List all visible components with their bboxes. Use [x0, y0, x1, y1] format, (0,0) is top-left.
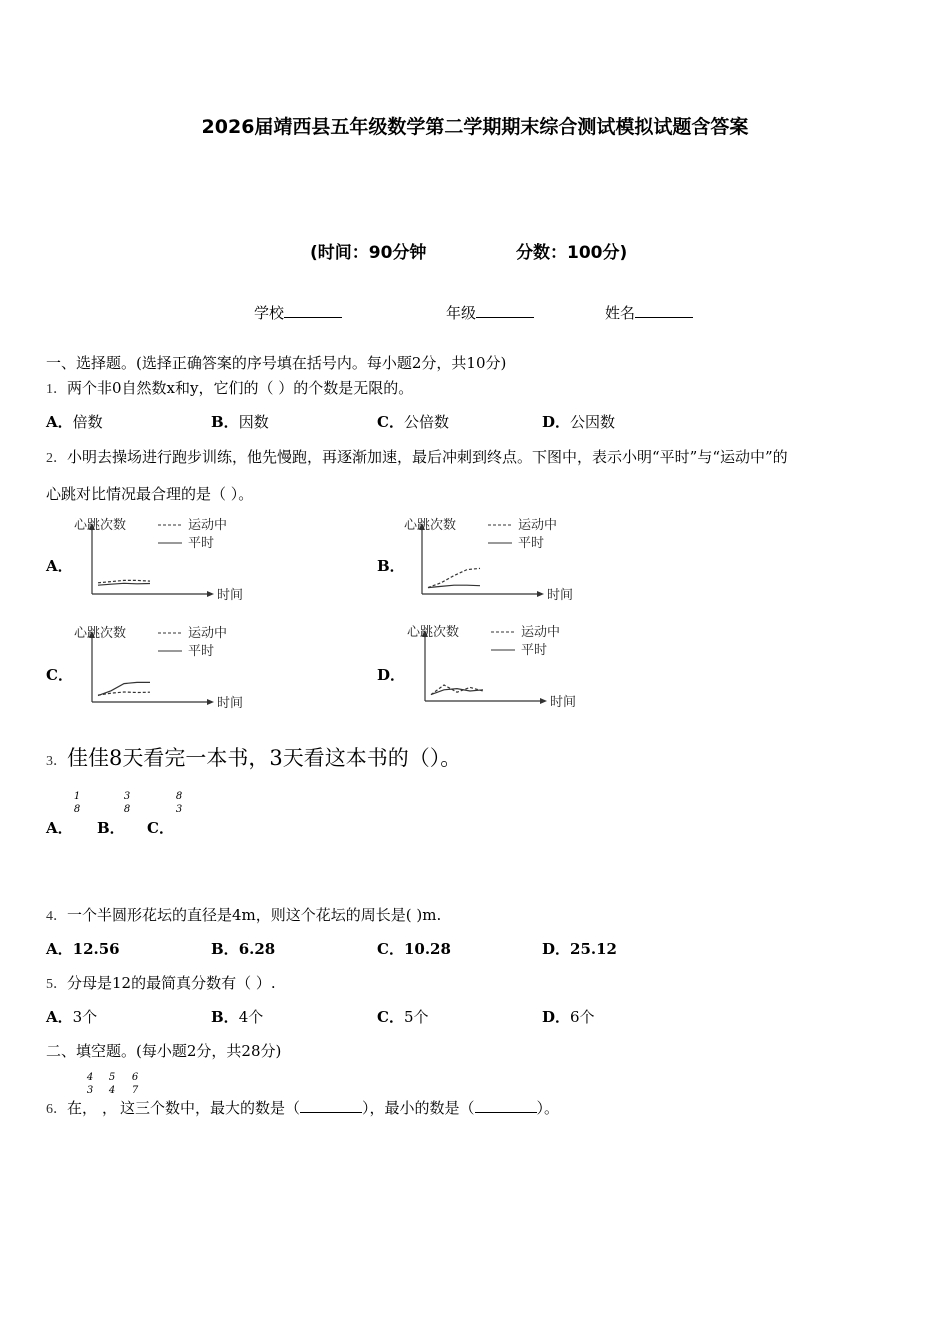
q1-option-a-label: A．: [46, 413, 73, 431]
q2-stem-line2: 心跳对比情况最合理的是（ ）。: [46, 485, 254, 503]
q3-a-numerator: 1: [73, 791, 81, 802]
q5-option-b-text: 4个: [238, 1008, 264, 1026]
y-axis-label: 心跳次数: [407, 625, 460, 640]
legend-dashed-label: 运动中: [521, 625, 561, 640]
q6-f1-denominator: 3: [86, 1085, 94, 1096]
q6-fraction-3: [129, 1071, 141, 1097]
q5-option-a-text: 3个: [72, 1008, 98, 1026]
q2-chart-c: [72, 622, 252, 716]
q5-option-d-label: D．: [542, 1008, 571, 1026]
q1-option-c[interactable]: [377, 411, 449, 432]
q6-f2-numerator: 5: [108, 1072, 116, 1083]
section2-heading: 二、填空题。(每小题2分，共28分): [46, 1042, 282, 1060]
q1-option-d[interactable]: [542, 411, 615, 432]
x-axis-arrow: [207, 699, 214, 705]
q2-option-a-label: A．: [46, 557, 73, 575]
q4-text: 一个半圆形花坛的直径是4m，则这个花坛的周长是( )m.: [67, 906, 442, 924]
q5-option-d[interactable]: [542, 1006, 595, 1027]
name-label: 姓名: [605, 304, 636, 322]
school-field[interactable]: [254, 302, 342, 323]
q3-b-numerator: 3: [123, 791, 131, 802]
q3-c-numerator: 8: [175, 791, 183, 802]
q5-text: 分母是12的最简真分数有（ ）.: [67, 974, 276, 992]
q6-end: ）。: [536, 1099, 560, 1117]
legend-solid-label: 平时: [521, 643, 548, 658]
q3-number: 3．: [46, 754, 67, 769]
q3-option-a-fraction: [71, 790, 83, 816]
q3-b-denominator: 8: [123, 804, 131, 815]
legend-dashed-label: 运动中: [188, 626, 228, 641]
q1-option-b-label: B．: [211, 413, 239, 431]
q6-number: 6．: [46, 1102, 67, 1117]
grade-underline: [476, 303, 534, 318]
q6-prefix: 在: [67, 1099, 83, 1117]
q4-stem: [46, 904, 441, 925]
q1-option-b-text: 因数: [238, 413, 269, 431]
q3-c-denominator: 3: [175, 804, 183, 815]
q6-fraction-2: [106, 1071, 118, 1097]
q1-option-a-text: 倍数: [72, 413, 103, 431]
q6-blank-min[interactable]: [475, 1098, 537, 1113]
q1-stem: [46, 377, 413, 398]
q6-f3-numerator: 6: [131, 1072, 139, 1083]
series-exercise-line: [98, 580, 150, 582]
q4-option-a-text: 12.56: [72, 940, 120, 958]
q1-option-c-label: C．: [377, 413, 404, 431]
q4-option-a[interactable]: [46, 938, 120, 959]
q3-option-c-label: C．: [147, 819, 174, 837]
q5-option-c[interactable]: [377, 1006, 429, 1027]
q6-f2-denominator: 4: [108, 1085, 116, 1096]
grade-field[interactable]: [446, 302, 534, 323]
q4-option-c-label: C．: [377, 940, 404, 958]
q1-option-b[interactable]: [211, 411, 269, 432]
y-axis-label: 心跳次数: [404, 518, 457, 533]
q4-option-c[interactable]: [377, 938, 451, 959]
q2-option-d-label: D．: [377, 666, 406, 684]
q2-option-c-label: C．: [46, 666, 73, 684]
q1-option-a[interactable]: [46, 411, 103, 432]
school-underline: [284, 303, 342, 318]
section1-heading: 一、选择题。(选择正确答案的序号填在括号内。每小题2分，共10分): [46, 354, 507, 372]
q1-option-c-text: 公倍数: [403, 413, 449, 431]
q4-number: 4．: [46, 909, 67, 924]
q3-option-c-fraction: [173, 790, 185, 816]
q2-option-a[interactable]: [46, 555, 73, 576]
x-axis-label: 时间: [217, 696, 244, 711]
q5-stem: [46, 972, 276, 993]
q6-f1-numerator: 4: [86, 1072, 94, 1083]
q4-option-b-text: 6.28: [238, 940, 276, 958]
q1-option-d-label: D．: [542, 413, 571, 431]
q5-option-b-label: B．: [211, 1008, 239, 1026]
q3-option-a-label: A．: [46, 819, 73, 837]
school-label: 学校: [254, 304, 285, 322]
q3-option-c[interactable]: [147, 817, 174, 838]
series-normal-line: [98, 583, 150, 585]
legend-solid-label: 平时: [518, 536, 545, 551]
q2-option-d[interactable]: [377, 664, 405, 685]
x-axis-label: 时间: [547, 588, 574, 603]
q4-option-d-label: D．: [542, 940, 571, 958]
q1-number: 1．: [46, 382, 67, 397]
legend-solid-label: 平时: [188, 536, 215, 551]
q4-option-a-label: A．: [46, 940, 73, 958]
q2-number: 2．: [46, 451, 67, 466]
exam-score: 分数：100分): [516, 243, 628, 263]
q3-text: 佳佳8天看完一本书，3天看这本书的（）。: [67, 746, 462, 770]
q6-f3-denominator: 7: [131, 1085, 139, 1096]
name-field[interactable]: [605, 302, 693, 323]
q5-option-a-label: A．: [46, 1008, 73, 1026]
q6-middle2: ），最小的数是（: [362, 1099, 475, 1117]
q5-number: 5．: [46, 977, 67, 992]
q3-option-a[interactable]: [46, 817, 73, 838]
q6-fraction-1: [84, 1071, 96, 1097]
page-title: 2026届靖西县五年级数学第二学期期末综合测试模拟试题含答案: [201, 116, 749, 138]
q4-option-c-text: 10.28: [403, 940, 451, 958]
q2-chart-a: [72, 514, 252, 608]
q3-option-b[interactable]: [97, 817, 125, 838]
q2-option-c[interactable]: [46, 664, 73, 685]
q2-stem-line1: [46, 446, 788, 467]
q1-option-d-text: 公因数: [570, 413, 616, 431]
grade-label: 年级: [446, 304, 477, 322]
q3-stem: [46, 742, 461, 772]
legend-solid-label: 平时: [188, 644, 215, 659]
q5-option-a[interactable]: [46, 1006, 97, 1027]
q3-option-b-fraction: [121, 790, 133, 816]
name-underline: [635, 303, 693, 318]
q3-option-b-label: B．: [97, 819, 125, 837]
legend-dashed-label: 运动中: [518, 518, 558, 533]
q5-option-c-label: C．: [377, 1008, 404, 1026]
y-axis-label: 心跳次数: [74, 518, 127, 533]
q3-a-denominator: 8: [73, 804, 81, 815]
q4-option-d-text: 25.12: [570, 940, 617, 958]
series-normal-line: [428, 585, 480, 587]
q4-option-b[interactable]: [211, 938, 275, 959]
q6-blank-max[interactable]: [300, 1098, 362, 1113]
x-axis-label: 时间: [217, 588, 244, 603]
y-axis-label: 心跳次数: [74, 626, 127, 641]
q2-chart-d: [405, 621, 585, 715]
q2-option-b-label: B．: [377, 557, 405, 575]
q2-text-1: 小明去操场进行跑步训练，他先慢跑，再逐渐加速，最后冲刺到终点。下图中，表示小明“平时”与“运动中”的: [67, 448, 788, 466]
x-axis-arrow: [540, 698, 547, 704]
q4-option-b-label: B．: [211, 940, 239, 958]
q5-option-b[interactable]: [211, 1006, 263, 1027]
q5-option-c-text: 5个: [403, 1008, 429, 1026]
x-axis-arrow: [207, 591, 214, 597]
legend-dashed-label: 运动中: [188, 518, 228, 533]
q1-text: 两个非0自然数x和y，它们的（ ）的个数是无限的。: [67, 379, 414, 397]
exam-time: (时间：90分钟: [310, 243, 427, 263]
x-axis-arrow: [537, 591, 544, 597]
series-exercise-line: [431, 685, 483, 695]
x-axis-label: 时间: [550, 695, 577, 710]
q2-chart-b: [402, 514, 582, 608]
q4-option-d[interactable]: [542, 938, 617, 959]
q6-stem: 6．在， ， 这三个数中，最大的数是（ ），最小的数是（ ）。: [46, 1099, 560, 1117]
q6-middle: 这三个数中，最大的数是（: [120, 1099, 301, 1117]
q2-option-b[interactable]: [377, 555, 405, 576]
q5-option-d-text: 6个: [570, 1008, 595, 1026]
